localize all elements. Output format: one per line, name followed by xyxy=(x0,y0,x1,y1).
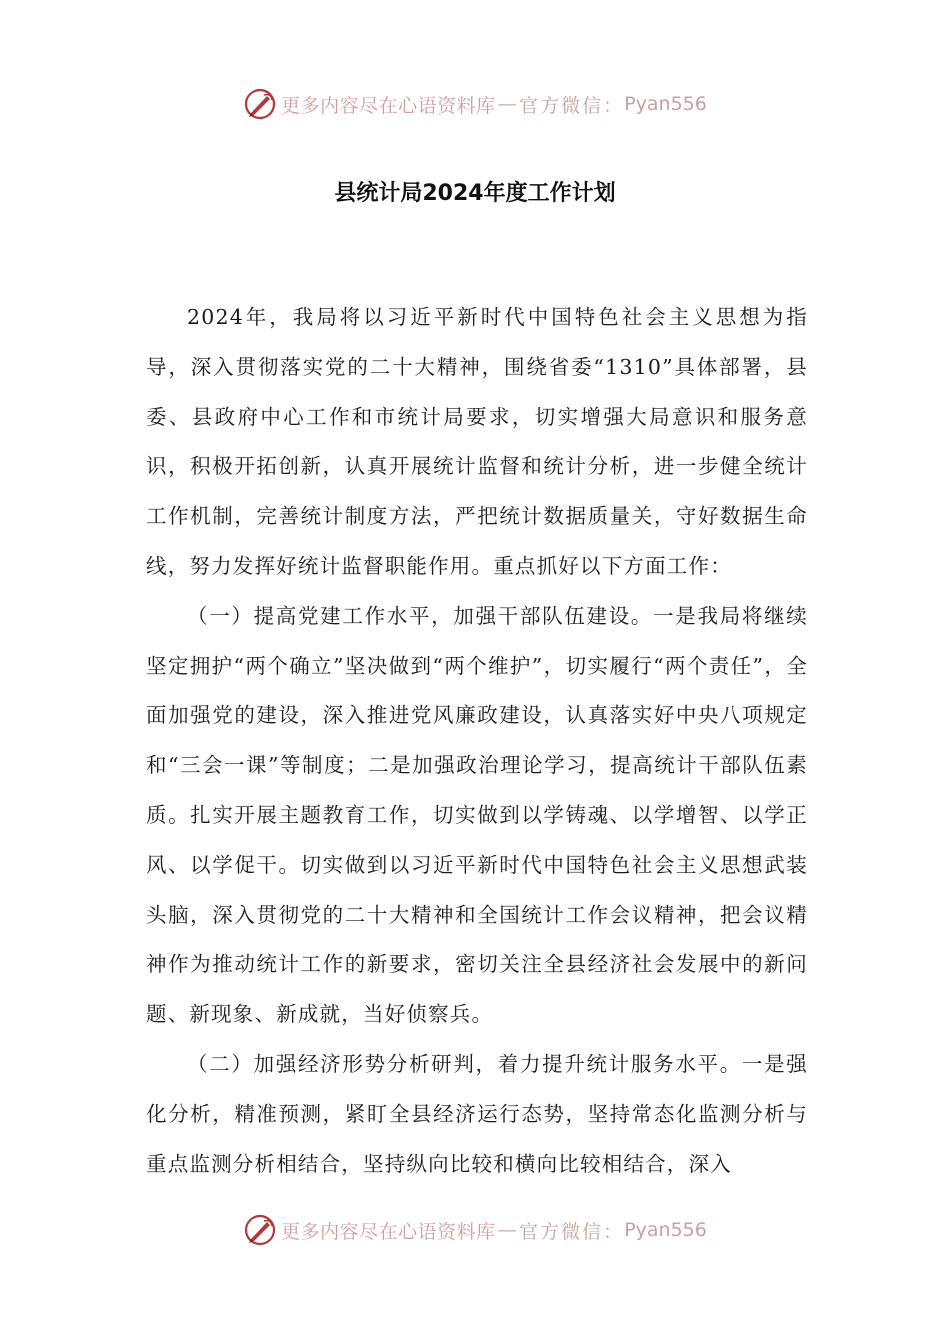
page-title: 县统计局2024年度工作计划 xyxy=(334,181,616,206)
watermark-separator: — xyxy=(497,1219,518,1241)
pen-logo-icon xyxy=(243,87,277,121)
paragraph-section-1: （一）提高党建工作水平，加强干部队伍建设。一是我局将继续坚定拥护“两个确立”坚决做到“两个维护”，切实履行“两个责任”，全面加强党的建设，深入推进党风廉政建设，认真落实好中央八项规定和“三会一课”等制度；二是加强政治理论学习，提高统计干部队伍素质。扎实开展主题教育工作，切实做到以学铸魂、以学增智、以学正风、以学促干。切实做到以习近平新时代中国特色社会主义思想武装头脑，深入贯彻党的二十大精神和全国统计工作会议精神，把会议精神作为推动统计工作的新要求，密切关注全县经济社会发展中的新问题、新现象、新成就，当好侦察兵。 xyxy=(146,603,808,1027)
paragraph-intro: 2024年，我局将以习近平新时代中国特色社会主义思想为指导，深入贯彻落实党的二十大精神，围绕省委“1310”具体部署，县委、县政府中心工作和市统计局要求，切实增强大局意识和服务意识，积极开拓创新，认真开展统计监督和统计分析，进一步健全统计工作机制，完善统计制度方法，严把统计数据质量关，守好数据生命线，努力发挥好统计监督职能作用。重点抓好以下方面工作： xyxy=(146,305,808,578)
paragraph-section-2: （二）加强经济形势分析研判，着力提升统计服务水平。一是强化分析，精准预测，紧盯全县经济运行态势，坚持常态化监测分析与重点监测分析相结合，坚持纵向比较和横向比较相结合，深入 xyxy=(146,1051,808,1176)
document-body xyxy=(146,293,808,1189)
watermark-brand: 更多内容尽在心语资料库 xyxy=(281,94,496,117)
watermark-contact-label: 官方微信： xyxy=(519,1220,625,1243)
pen-logo-icon xyxy=(243,1213,277,1247)
header-watermark xyxy=(0,84,950,124)
footer-watermark xyxy=(0,1210,950,1250)
watermark-handle: Pyan556 xyxy=(624,93,707,115)
watermark-contact-label: 官方微信： xyxy=(519,94,625,117)
watermark-brand: 更多内容尽在心语资料库 xyxy=(281,1220,496,1243)
watermark-handle: Pyan556 xyxy=(624,1219,707,1241)
watermark-separator: — xyxy=(497,93,518,115)
